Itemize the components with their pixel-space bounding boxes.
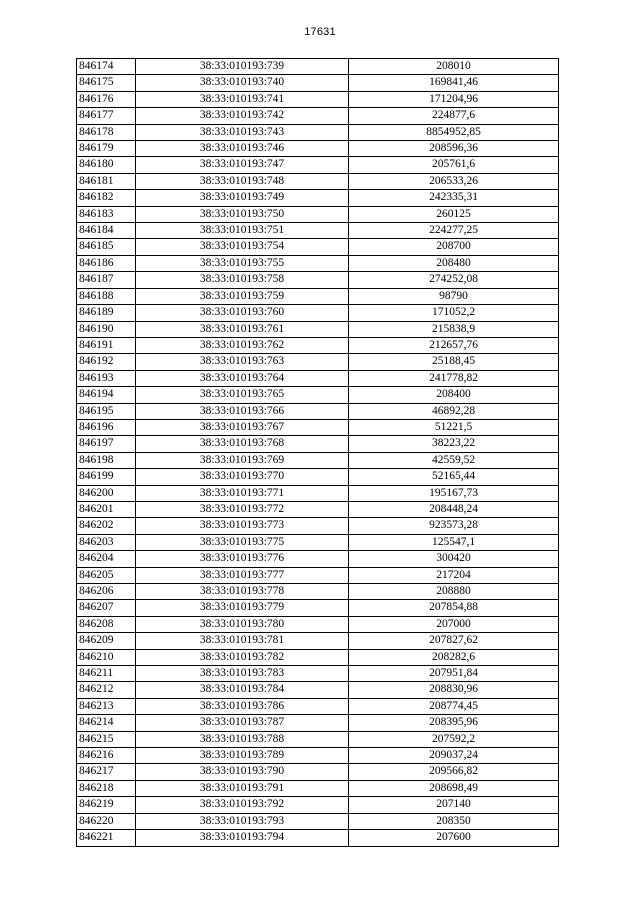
row-number-cell: 846195	[77, 403, 136, 419]
table-row	[77, 59, 559, 75]
row-number-cell: 846194	[77, 387, 136, 403]
cadastral-number-cell: 38:33:010193:788	[136, 731, 349, 747]
table-row	[77, 91, 559, 107]
row-number-cell: 846191	[77, 337, 136, 353]
cadastral-number-cell: 38:33:010193:781	[136, 633, 349, 649]
row-number-cell: 846182	[77, 190, 136, 206]
row-number-cell: 846200	[77, 485, 136, 501]
cadastral-value-cell: 208596,36	[349, 141, 559, 157]
cadastral-number-cell: 38:33:010193:780	[136, 616, 349, 632]
table-row	[77, 173, 559, 189]
cadastral-number-cell: 38:33:010193:754	[136, 239, 349, 255]
row-number-cell: 846180	[77, 157, 136, 173]
cadastral-number-cell: 38:33:010193:747	[136, 157, 349, 173]
cadastral-number-cell: 38:33:010193:790	[136, 764, 349, 780]
cadastral-number-cell: 38:33:010193:741	[136, 91, 349, 107]
row-number-cell: 846179	[77, 141, 136, 157]
cadastral-number-cell: 38:33:010193:787	[136, 715, 349, 731]
table-row	[77, 206, 559, 222]
cadastral-number-cell: 38:33:010193:782	[136, 649, 349, 665]
cadastral-number-cell: 38:33:010193:755	[136, 255, 349, 271]
row-number-cell: 846189	[77, 305, 136, 321]
cadastral-number-cell: 38:33:010193:789	[136, 748, 349, 764]
cadastral-number-cell: 38:33:010193:793	[136, 813, 349, 829]
row-number-cell: 846196	[77, 419, 136, 435]
table-row	[77, 501, 559, 517]
table-row	[77, 436, 559, 452]
table-row	[77, 813, 559, 829]
row-number-cell: 846176	[77, 91, 136, 107]
table-row	[77, 469, 559, 485]
cadastral-number-cell: 38:33:010193:766	[136, 403, 349, 419]
cadastral-value-cell: 207600	[349, 830, 559, 846]
cadastral-value-cell: 207592,2	[349, 731, 559, 747]
table-row	[77, 649, 559, 665]
row-number-cell: 846175	[77, 75, 136, 91]
cadastral-value-cell: 208010	[349, 59, 559, 75]
cadastral-value-cell: 209037,24	[349, 748, 559, 764]
row-number-cell: 846211	[77, 666, 136, 682]
cadastral-number-cell: 38:33:010193:784	[136, 682, 349, 698]
cadastral-number-cell: 38:33:010193:791	[136, 780, 349, 796]
table-row	[77, 403, 559, 419]
cadastral-value-cell: 51221,5	[349, 419, 559, 435]
cadastral-value-cell: 42559,52	[349, 452, 559, 468]
table-row	[77, 108, 559, 124]
row-number-cell: 846202	[77, 518, 136, 534]
row-number-cell: 846205	[77, 567, 136, 583]
cadastral-value-cell: 923573,28	[349, 518, 559, 534]
cadastral-value-cell: 207140	[349, 797, 559, 813]
cadastral-number-cell: 38:33:010193:746	[136, 141, 349, 157]
cadastral-number-cell: 38:33:010193:773	[136, 518, 349, 534]
cadastral-value-cell: 224877,6	[349, 108, 559, 124]
table-row	[77, 354, 559, 370]
table-row	[77, 551, 559, 567]
cadastral-value-cell: 169841,46	[349, 75, 559, 91]
cadastral-value-cell: 46892,28	[349, 403, 559, 419]
cadastral-value-cell: 125547,1	[349, 534, 559, 550]
cadastral-value-cell: 300420	[349, 551, 559, 567]
cadastral-number-cell: 38:33:010193:775	[136, 534, 349, 550]
table-row	[77, 141, 559, 157]
cadastral-number-cell: 38:33:010193:765	[136, 387, 349, 403]
row-number-cell: 846190	[77, 321, 136, 337]
row-number-cell: 846185	[77, 239, 136, 255]
cadastral-number-cell: 38:33:010193:761	[136, 321, 349, 337]
cadastral-number-cell: 38:33:010193:743	[136, 124, 349, 140]
table-row	[77, 682, 559, 698]
table-row	[77, 633, 559, 649]
table-row	[77, 337, 559, 353]
cadastral-value-cell: 207827,62	[349, 633, 559, 649]
cadastral-value-cell: 206533,26	[349, 173, 559, 189]
cadastral-value-cell: 207000	[349, 616, 559, 632]
cadastral-number-cell: 38:33:010193:776	[136, 551, 349, 567]
cadastral-number-cell: 38:33:010193:769	[136, 452, 349, 468]
table-row	[77, 419, 559, 435]
cadastral-value-cell: 208282,6	[349, 649, 559, 665]
table-row	[77, 272, 559, 288]
cadastral-value-cell: 205761,6	[349, 157, 559, 173]
cadastral-value-cell: 208700	[349, 239, 559, 255]
cadastral-number-cell: 38:33:010193:764	[136, 370, 349, 386]
table-row	[77, 567, 559, 583]
cadastral-value-cell: 209566,82	[349, 764, 559, 780]
row-number-cell: 846204	[77, 551, 136, 567]
cadastral-value-cell: 274252,08	[349, 272, 559, 288]
table-row	[77, 305, 559, 321]
row-number-cell: 846210	[77, 649, 136, 665]
cadastral-value-cell: 215838,9	[349, 321, 559, 337]
table-row	[77, 485, 559, 501]
row-number-cell: 846218	[77, 780, 136, 796]
cadastral-number-cell: 38:33:010193:794	[136, 830, 349, 846]
cadastral-number-cell: 38:33:010193:740	[136, 75, 349, 91]
table-body	[77, 59, 559, 847]
cadastral-value-cell: 52165,44	[349, 469, 559, 485]
table-row	[77, 255, 559, 271]
cadastral-value-cell: 195167,73	[349, 485, 559, 501]
row-number-cell: 846207	[77, 600, 136, 616]
table-row	[77, 600, 559, 616]
row-number-cell: 846178	[77, 124, 136, 140]
cadastral-value-cell: 208698,49	[349, 780, 559, 796]
table-row	[77, 764, 559, 780]
cadastral-number-cell: 38:33:010193:758	[136, 272, 349, 288]
row-number-cell: 846209	[77, 633, 136, 649]
row-number-cell: 846217	[77, 764, 136, 780]
cadastral-value-cell: 8854952,85	[349, 124, 559, 140]
table-row	[77, 616, 559, 632]
row-number-cell: 846216	[77, 748, 136, 764]
cadastral-value-cell: 260125	[349, 206, 559, 222]
cadastral-number-cell: 38:33:010193:748	[136, 173, 349, 189]
cadastral-value-cell: 212657,76	[349, 337, 559, 353]
table-row	[77, 731, 559, 747]
table-row	[77, 584, 559, 600]
table-row	[77, 518, 559, 534]
row-number-cell: 846201	[77, 501, 136, 517]
cadastral-value-cell: 217204	[349, 567, 559, 583]
table-row	[77, 124, 559, 140]
row-number-cell: 846186	[77, 255, 136, 271]
page-number: 17631	[304, 26, 336, 38]
cadastral-number-cell: 38:33:010193:763	[136, 354, 349, 370]
cadastral-number-cell: 38:33:010193:786	[136, 698, 349, 714]
cadastral-value-cell: 208880	[349, 584, 559, 600]
table-row	[77, 452, 559, 468]
cadastral-value-cell: 208350	[349, 813, 559, 829]
row-number-cell: 846197	[77, 436, 136, 452]
cadastral-number-cell: 38:33:010193:760	[136, 305, 349, 321]
cadastral-value-cell: 208400	[349, 387, 559, 403]
cadastral-value-cell: 242335,31	[349, 190, 559, 206]
row-number-cell: 846203	[77, 534, 136, 550]
table-row	[77, 370, 559, 386]
row-number-cell: 846212	[77, 682, 136, 698]
cadastral-number-cell: 38:33:010193:771	[136, 485, 349, 501]
row-number-cell: 846219	[77, 797, 136, 813]
cadastral-number-cell: 38:33:010193:772	[136, 501, 349, 517]
cadastral-number-cell: 38:33:010193:750	[136, 206, 349, 222]
table-row	[77, 797, 559, 813]
row-number-cell: 846183	[77, 206, 136, 222]
row-number-cell: 846174	[77, 59, 136, 75]
row-number-cell: 846193	[77, 370, 136, 386]
table-row	[77, 534, 559, 550]
row-number-cell: 846192	[77, 354, 136, 370]
cadastral-number-cell: 38:33:010193:770	[136, 469, 349, 485]
cadastral-number-cell: 38:33:010193:792	[136, 797, 349, 813]
row-number-cell: 846198	[77, 452, 136, 468]
table-row	[77, 830, 559, 846]
table-row	[77, 321, 559, 337]
cadastral-number-cell: 38:33:010193:762	[136, 337, 349, 353]
cadastral-number-cell: 38:33:010193:759	[136, 288, 349, 304]
cadastral-number-cell: 38:33:010193:768	[136, 436, 349, 452]
table-row	[77, 715, 559, 731]
row-number-cell: 846220	[77, 813, 136, 829]
cadastral-value-cell: 208480	[349, 255, 559, 271]
cadastral-value-table	[76, 58, 559, 847]
row-number-cell: 846199	[77, 469, 136, 485]
cadastral-number-cell: 38:33:010193:777	[136, 567, 349, 583]
row-number-cell: 846187	[77, 272, 136, 288]
cadastral-number-cell: 38:33:010193:739	[136, 59, 349, 75]
cadastral-number-cell: 38:33:010193:749	[136, 190, 349, 206]
table-row	[77, 387, 559, 403]
cadastral-number-cell: 38:33:010193:783	[136, 666, 349, 682]
cadastral-value-cell: 224277,25	[349, 223, 559, 239]
cadastral-value-cell: 208395,96	[349, 715, 559, 731]
row-number-cell: 846214	[77, 715, 136, 731]
cadastral-value-cell: 208774,45	[349, 698, 559, 714]
cadastral-number-cell: 38:33:010193:779	[136, 600, 349, 616]
cadastral-value-cell: 171204,96	[349, 91, 559, 107]
row-number-cell: 846184	[77, 223, 136, 239]
cadastral-number-cell: 38:33:010193:751	[136, 223, 349, 239]
table-row	[77, 698, 559, 714]
cadastral-value-cell: 208830,96	[349, 682, 559, 698]
cadastral-value-cell: 171052,2	[349, 305, 559, 321]
row-number-cell: 846188	[77, 288, 136, 304]
cadastral-number-cell: 38:33:010193:778	[136, 584, 349, 600]
table-row	[77, 190, 559, 206]
row-number-cell: 846221	[77, 830, 136, 846]
table-row	[77, 157, 559, 173]
table-row	[77, 75, 559, 91]
cadastral-value-cell: 98790	[349, 288, 559, 304]
row-number-cell: 846208	[77, 616, 136, 632]
cadastral-value-cell: 241778,82	[349, 370, 559, 386]
row-number-cell: 846206	[77, 584, 136, 600]
row-number-cell: 846213	[77, 698, 136, 714]
table-row	[77, 780, 559, 796]
table-row	[77, 223, 559, 239]
table-row	[77, 239, 559, 255]
cadastral-value-cell: 25188,45	[349, 354, 559, 370]
cadastral-value-cell: 208448,24	[349, 501, 559, 517]
cadastral-value-cell: 207951,84	[349, 666, 559, 682]
row-number-cell: 846181	[77, 173, 136, 189]
cadastral-value-cell: 207854,88	[349, 600, 559, 616]
cadastral-number-cell: 38:33:010193:742	[136, 108, 349, 124]
table-row	[77, 748, 559, 764]
table-row	[77, 666, 559, 682]
cadastral-value-cell: 38223,22	[349, 436, 559, 452]
row-number-cell: 846215	[77, 731, 136, 747]
row-number-cell: 846177	[77, 108, 136, 124]
table-row	[77, 288, 559, 304]
cadastral-number-cell: 38:33:010193:767	[136, 419, 349, 435]
